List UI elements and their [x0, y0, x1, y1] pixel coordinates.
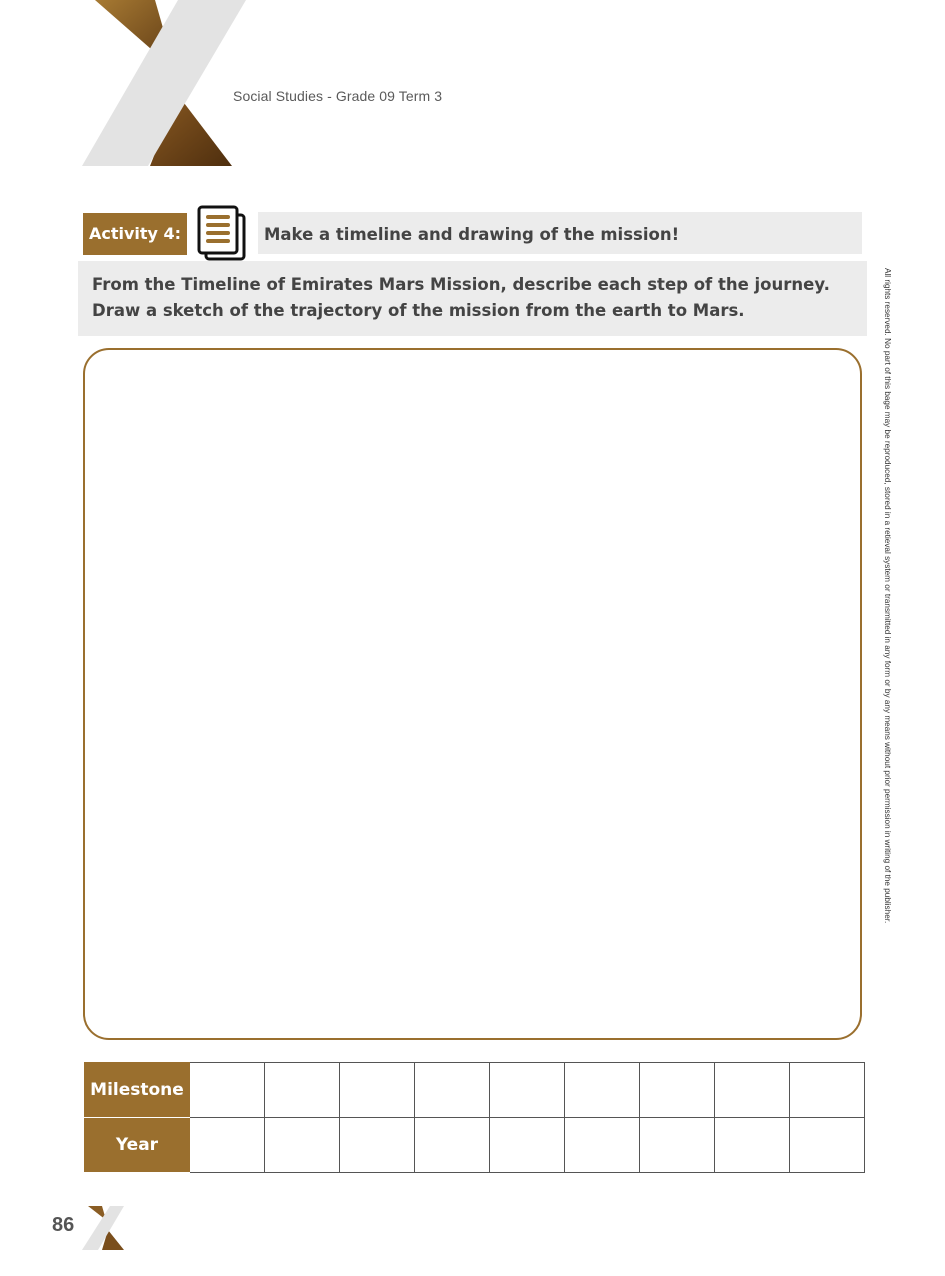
copyright-text: All rights reserved. No part of this bage may be reproduced, stored in a retieval system or transmitted in any form or by any means without prior permission in writing of the publisher. — [883, 268, 892, 924]
timeline-table — [84, 1062, 865, 1173]
page-number: 86 — [52, 1214, 75, 1236]
year-cell[interactable] — [265, 1118, 340, 1173]
drawing-area[interactable] — [83, 348, 862, 1040]
year-cell[interactable] — [565, 1118, 640, 1173]
activity-title: Make a timeline and drawing of the mission! — [264, 225, 680, 244]
year-cell[interactable] — [640, 1118, 715, 1173]
milestone-cell[interactable] — [790, 1063, 865, 1118]
running-header: Social Studies - Grade 09 Term 3 — [233, 88, 443, 104]
milestone-cell[interactable] — [565, 1063, 640, 1118]
year-cell[interactable] — [415, 1118, 490, 1173]
milestone-row — [85, 1063, 865, 1118]
milestone-header: Milestone — [85, 1063, 190, 1118]
milestone-cell[interactable] — [715, 1063, 790, 1118]
activity-badge: Activity 4: — [83, 213, 187, 255]
milestone-cell[interactable] — [340, 1063, 415, 1118]
year-row — [85, 1118, 865, 1173]
copyright-notice — [880, 268, 892, 1008]
milestone-cell[interactable] — [415, 1063, 490, 1118]
year-cell[interactable] — [490, 1118, 565, 1173]
document-icon — [196, 205, 248, 261]
year-cell[interactable] — [790, 1118, 865, 1173]
milestone-cell[interactable] — [190, 1063, 265, 1118]
milestone-cell[interactable] — [265, 1063, 340, 1118]
x-logo-icon — [80, 0, 250, 168]
year-cell[interactable] — [190, 1118, 265, 1173]
year-cell[interactable] — [340, 1118, 415, 1173]
milestone-cell[interactable] — [490, 1063, 565, 1118]
milestone-cell[interactable] — [640, 1063, 715, 1118]
activity-title-bar — [258, 212, 862, 254]
instructions-box — [78, 261, 867, 336]
instructions-text: From the Timeline of Emirates Mars Mission, describe each step of the journey. Draw a sketch of the trajectory of the mission from the earth to Mars. — [92, 275, 830, 320]
year-cell[interactable] — [715, 1118, 790, 1173]
year-header: Year — [85, 1118, 190, 1173]
x-footer-logo-icon — [82, 1206, 126, 1250]
